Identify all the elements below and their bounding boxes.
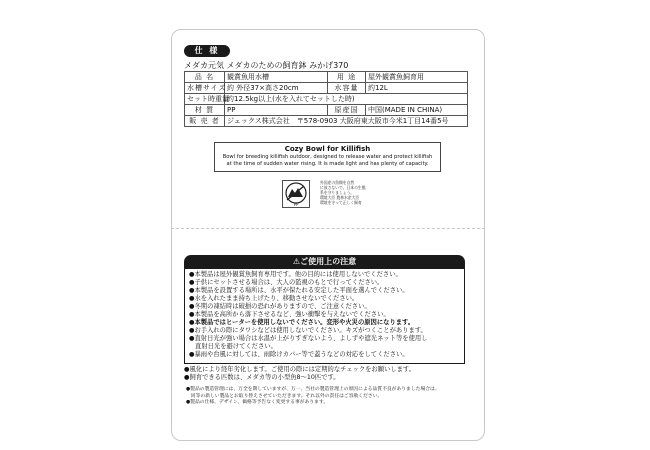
table-row — [185, 72, 468, 83]
recycle-caption-line: 系を守りましょう。 — [320, 190, 355, 195]
note-line: ●風化により経年劣化します。ご使用の際には定期的なチェックをお願いします。 — [184, 366, 415, 373]
table-row — [185, 83, 468, 94]
spec-table — [184, 71, 468, 127]
recycle-caption-line: 環境を守って正しく飼育 — [320, 200, 362, 205]
caution-item-bold: ●本製品ではヒーターを使用しないでください。変形や火災の原因になります。 — [189, 319, 415, 326]
caution-item: ●本製品は屋外観賞魚飼育専用です。他の目的には使用しないでください。 — [189, 271, 402, 278]
spec-value: 屋外観賞魚飼育用 — [366, 72, 468, 83]
caution-box — [184, 268, 465, 364]
spec-label: 材 質 — [185, 105, 225, 116]
english-title: Cozy Bowl for Killifish — [284, 145, 371, 153]
spec-value: 約12L — [366, 83, 468, 94]
spec-label: セット時重量 — [185, 94, 225, 105]
fine-print-line: 同等の新しい製品とお取り替えさせていただきます。それ以外の責任はご容赦ください。 — [186, 393, 383, 399]
table-row — [185, 94, 468, 105]
recycle-caption-line: 外国産の魚類を自然 — [320, 180, 355, 185]
recycle-caption-line: 環境大臣 農林水産大臣 — [320, 195, 360, 200]
caution-item: ●直射日光が強い場合は水温が上がりすぎないよう、よしずや遮光ネット等を使用し — [189, 335, 428, 342]
table-row — [185, 105, 468, 116]
table-row — [185, 116, 468, 127]
spec-label: 水槽サイズ — [185, 83, 225, 94]
spec-value: 約 外径37×高さ20cm — [225, 83, 328, 94]
caution-item: ●本製品を高所から落下させるなど、強い衝撃を与えないでください。 — [189, 311, 390, 318]
recycle-caption — [320, 180, 372, 205]
fold-line — [171, 228, 485, 229]
recycle-mark-icon — [282, 180, 310, 208]
recycle-label: PP — [293, 202, 299, 207]
caution-item: ●暴雨や台風に対しては、雨除けカバー等で蓋うなどの対応をしてください。 — [189, 351, 409, 358]
caution-item: ●本製品を設置する場所は、水平が保たれる安定した平面を選んでください。 — [189, 287, 409, 294]
notes — [184, 366, 474, 382]
english-line: at the time of sudden water rising. It is made light and has plenty of capacity. — [226, 160, 429, 167]
caution-item: ●子供にセットさせる場合は、大人の監視のもとで行ってください。 — [189, 279, 384, 286]
caution-heading: ⚠ご使用上の注意 — [184, 255, 465, 268]
spec-value: 約12.5kg以上(水を入れてセットした時) — [225, 94, 468, 105]
spec-value: 中国(MADE IN CHINA) — [366, 105, 468, 116]
spec-value: 観賞魚用水槽 — [225, 72, 328, 83]
caution-item: ●お手入れの際にタワシなどは使用しないでください。キズがつくことがあります。 — [189, 327, 427, 334]
fine-print-line: ●製品の仕様、デザイン、価格等予告なく変更する事があります。 — [186, 400, 329, 405]
fine-print — [186, 387, 466, 407]
english-line: Bowl for breeding killifish outdoor, designed to release water and protect killifish — [222, 154, 433, 160]
spec-label: 原産国 — [328, 105, 366, 116]
recycle-caption-line: に放さないで。日本の生態 — [320, 185, 366, 190]
spec-label: 水容量 — [328, 83, 366, 94]
spec-value: PP — [225, 105, 328, 116]
caution-item: ●冬期の凍結時は破損の恐れがありますので、ご注意ください。 — [189, 303, 371, 310]
spec-value: ジェックス株式会社 〒578-0903 大阪府東大阪市今米1丁目14番5号 — [225, 116, 468, 127]
note-line: ●飼育できる匹数は、メダカ等の小型魚8～10匹です。 — [184, 374, 340, 381]
english-description-box — [214, 142, 441, 172]
fine-print-line: ●製品の製造管理には、万全を期していますが、万一、当社の製造管理上の原因による品質不良がありました場合は、 — [186, 387, 440, 392]
spec-label: 用 途 — [328, 72, 366, 83]
spec-label: 販 売 者 — [185, 116, 225, 127]
caution-item: 直射日光を避けてください。 — [195, 343, 277, 350]
product-name: メダカ元気 メダカのための飼育鉢 みかげ370 — [184, 61, 349, 70]
spec-tag: 仕 様 — [184, 45, 230, 57]
caution-item: ●水を入れたまま持ち上げたり、移動させないでください。 — [189, 295, 359, 302]
spec-label: 品 名 — [185, 72, 225, 83]
